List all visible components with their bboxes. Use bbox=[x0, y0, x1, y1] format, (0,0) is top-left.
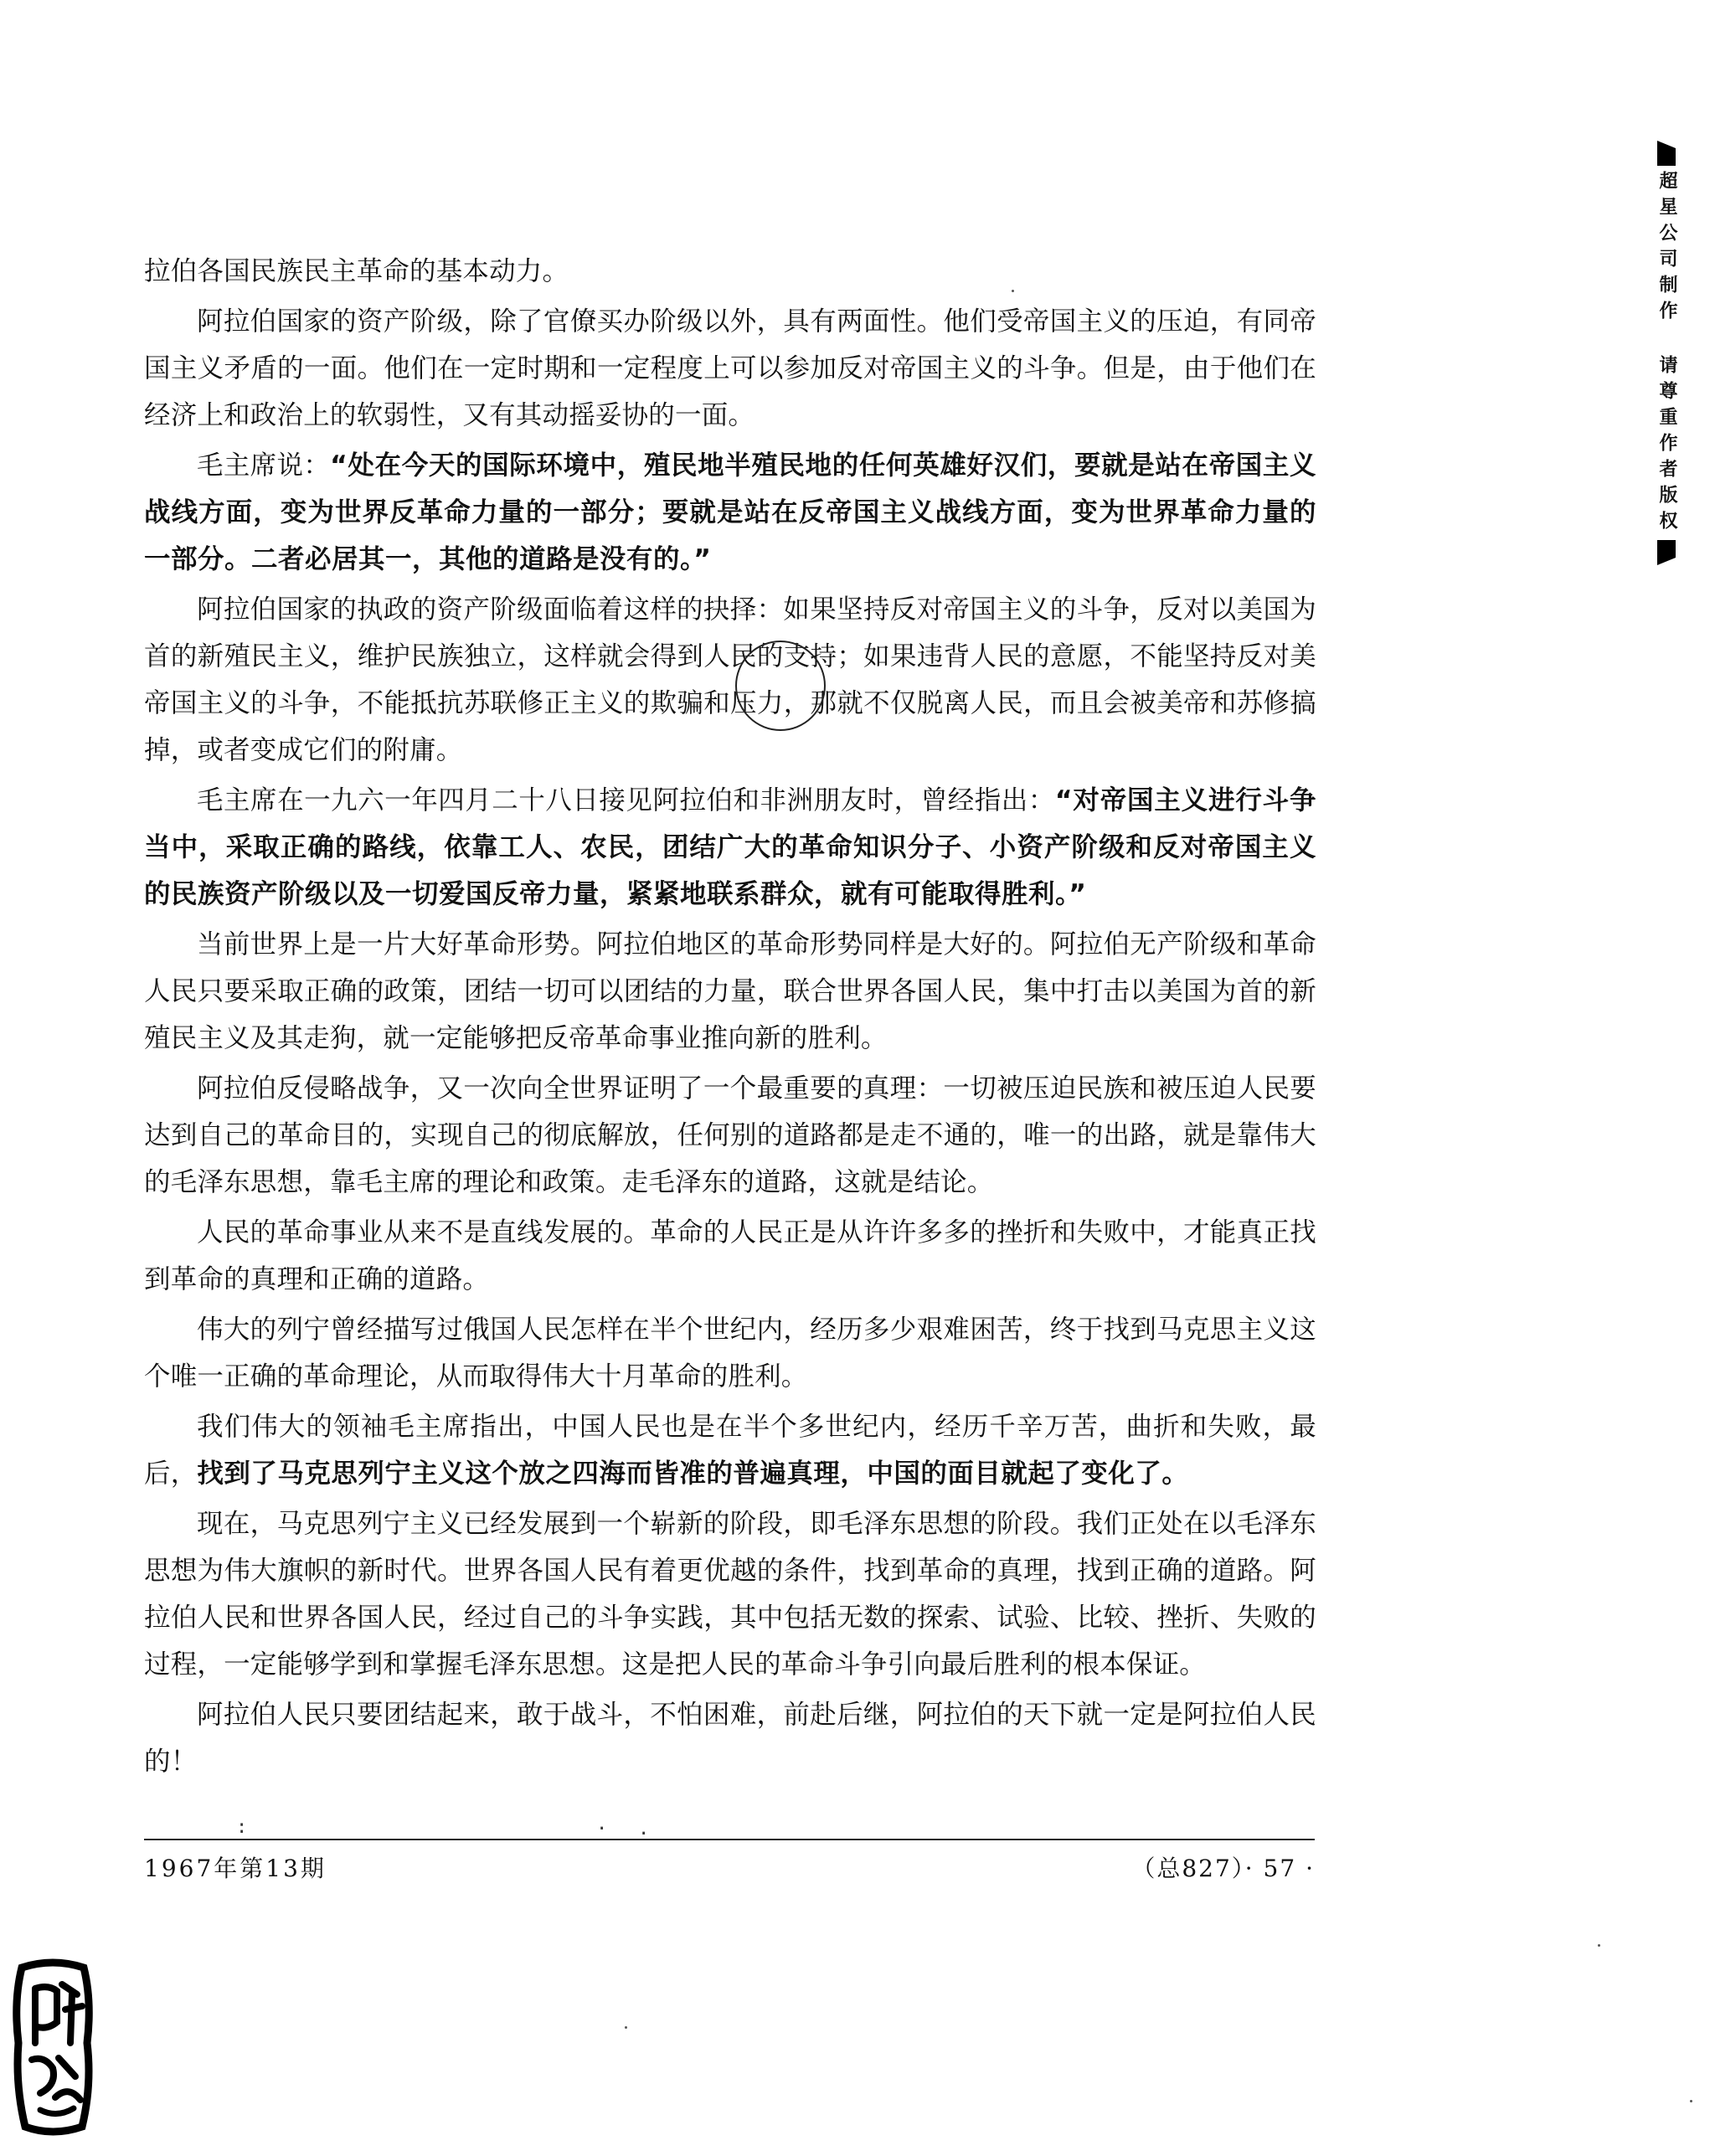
paragraph bbox=[144, 1209, 1316, 1303]
paragraph bbox=[144, 777, 1316, 918]
issue-label: 1967年第13期 bbox=[144, 1855, 327, 1882]
paragraph bbox=[144, 1691, 1316, 1785]
footer-rule bbox=[144, 1839, 1315, 1840]
scan-speck bbox=[625, 2026, 627, 2029]
scan-speck-mark: . bbox=[638, 1819, 650, 1840]
watermark-top-bar bbox=[1657, 141, 1676, 166]
seal-stamp-icon bbox=[7, 1951, 99, 2143]
paragraph-text: 毛主席在一九六一年四月二十八日接见阿拉伯和非洲朋友时，曾经指出： bbox=[197, 785, 1055, 816]
scan-speck bbox=[1598, 1944, 1600, 1947]
quotation-bold-text: “处在今天的国际环境中，殖民地半殖民地的任何英雄好汉们，要就是站在帝国主义战线方面，变为世界反革命力量的一部分；要就是站在反帝国主义战线方面，变为世界革命力量的一部分。二者必居其一，其他的道路是没有的。” bbox=[144, 450, 1316, 574]
watermark-bottom-bar bbox=[1657, 540, 1676, 565]
paragraph-text: 我们伟大的领袖毛主席指出，中国人民也是在半个多世纪内，经历千辛万苦，曲折和失败，最后， bbox=[144, 1412, 1316, 1489]
quotation-bold-text: 找到了马克思列宁主义这个放之四海而皆准的普遍真理，中国的面目就起了变化了。 bbox=[197, 1459, 1189, 1489]
paragraph-text: 人民的革命事业从来不是直线发展的。革命的人民正是从许许多多的挫折和失败中，才能真正找到革命的真理和正确的道路。 bbox=[144, 1217, 1316, 1294]
paragraph-text: 阿拉伯反侵略战争，又一次向全世界证明了一个最重要的真理：一切被压迫民族和被压迫人民要达到自己的革命目的，实现自己的彻底解放，任何别的道路都是走不通的，唯一的出路，就是靠伟大的毛泽东思想，靠毛主席的理论和政策。走毛泽东的道路，这就是结论。 bbox=[144, 1073, 1316, 1197]
paragraph bbox=[144, 298, 1316, 439]
paragraph-text: 现在，马克思列宁主义已经发展到一个崭新的阶段，即毛泽东思想的阶段。我们正处在以毛泽东思想为伟大旗帜的新时代。世界各国人民有着更优越的条件，找到革命的真理，找到正确的道路。阿拉伯人民和世界各国人民，经过自己的斗争实践，其中包括无数的探索、试验、比较、挫折、失败的过程，一定能够学到和掌握毛泽东思想。这是把人民的革命斗争引向最后胜利的根本保证。 bbox=[144, 1509, 1316, 1680]
scan-speck bbox=[1012, 290, 1014, 292]
watermark-text: 超星公司制作 请尊重作者版权 bbox=[1656, 171, 1677, 537]
paragraph bbox=[144, 586, 1316, 774]
paragraph bbox=[144, 1500, 1316, 1688]
scan-speck-mark: . bbox=[596, 1814, 608, 1834]
scan-speck bbox=[1690, 2100, 1692, 2102]
page-number: （总827）· 57 · bbox=[1131, 1855, 1315, 1882]
circle-stamp-mark bbox=[735, 641, 826, 731]
scan-speck-mark: : bbox=[236, 1817, 248, 1838]
paragraph bbox=[144, 248, 1316, 295]
paragraph bbox=[144, 1065, 1316, 1206]
copyright-watermark bbox=[1648, 141, 1685, 565]
paragraph-text: 拉伯各国民族民主革命的基本动力。 bbox=[144, 256, 569, 286]
paragraph bbox=[144, 921, 1316, 1062]
paragraph-text: 当前世界上是一片大好革命形势。阿拉伯地区的革命形势同样是大好的。阿拉伯无产阶级和革命人民只要采取正确的政策，团结一切可以团结的力量，联合世界各国人民，集中打击以美国为首的新殖民主义及其走狗，就一定能够把反帝革命事业推向新的胜利。 bbox=[144, 929, 1316, 1053]
article-body bbox=[144, 248, 1316, 1788]
quotation-bold-text: “对帝国主义进行斗争当中，采取正确的路线，依靠工人、农民，团结广大的革命知识分子、小资产阶级和反对帝国主义的民族资产阶级以及一切爱国反帝力量，紧紧地联系群众，就有可能取得胜利。” bbox=[144, 785, 1316, 909]
paragraph-text: 毛主席说： bbox=[197, 450, 331, 481]
paragraph-text: 阿拉伯人民只要团结起来，敢于战斗，不怕困难，前赴后继，阿拉伯的天下就一定是阿拉伯人民的！ bbox=[144, 1700, 1316, 1777]
paragraph-text: 阿拉伯国家的资产阶级，除了官僚买办阶级以外，具有两面性。他们受帝国主义的压迫，有同帝国主义矛盾的一面。他们在一定时期和一定程度上可以参加反对帝国主义的斗争。但是，由于他们在经济上和政治上的软弱性，又有其动摇妥协的一面。 bbox=[144, 306, 1316, 430]
paragraph-text: 伟大的列宁曾经描写过俄国人民怎样在半个世纪内，经历多少艰难困苦，终于找到马克思主义这个唯一正确的革命理论，从而取得伟大十月革命的胜利。 bbox=[144, 1315, 1316, 1392]
paragraph-text: 阿拉伯国家的执政的资产阶级面临着这样的抉择：如果坚持反对帝国主义的斗争，反对以美国为首的新殖民主义，维护民族独立，这样就会得到人民的支持；如果违背人民的意愿，不能坚持反对美帝国主义的斗争，不能抵抗苏联修正主义的欺骗和压力，那就不仅脱离人民，而且会被美帝和苏修搞掉，或者变成它们的附庸。 bbox=[144, 594, 1316, 765]
paragraph bbox=[144, 442, 1316, 583]
paragraph bbox=[144, 1306, 1316, 1400]
paragraph bbox=[144, 1403, 1316, 1497]
